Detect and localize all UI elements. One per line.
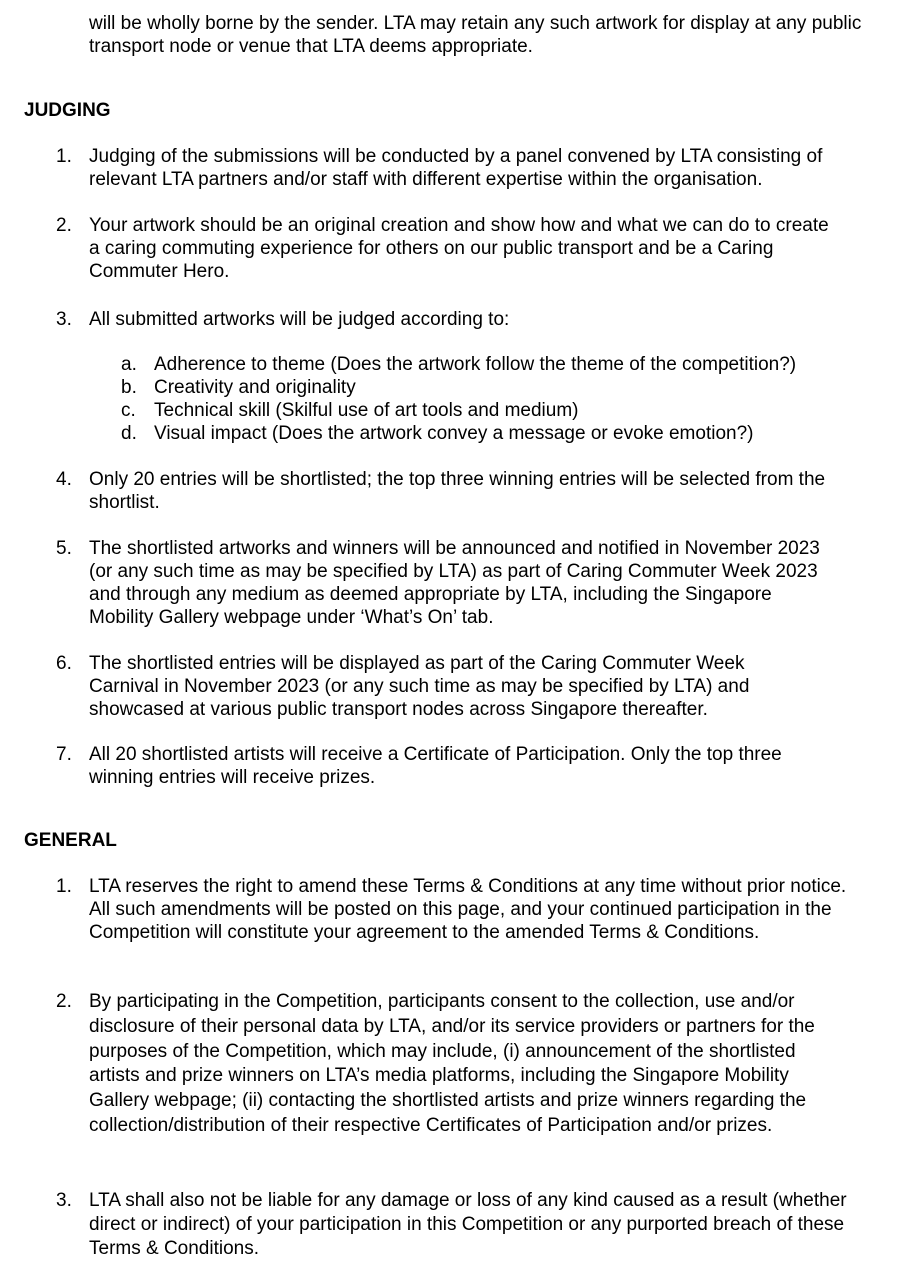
list-text: Visual impact (Does the artwork convey a message or evoke emotion?): [154, 423, 754, 444]
general-heading: GENERAL: [24, 830, 117, 851]
list-text: All submitted artworks will be judged according to:: [89, 309, 510, 330]
intro-paragraph: will be wholly borne by the sender. LTA may retain any such artwork for display at any public transport node or venue that LTA deems appropriate.: [89, 13, 862, 57]
list-text: Only 20 entries will be shortlisted; the top three winning entries will be selected from the shortlist.: [89, 469, 826, 513]
list-number: 7.: [56, 744, 72, 765]
list-text: LTA reserves the right to amend these Terms & Conditions at any time without prior notice. All such amendments will be posted on this page, and your continued participation in the Competition will constitute your agreement to the amended Terms & Conditions.: [89, 876, 847, 943]
list-number: 1.: [56, 876, 72, 897]
list-text: Technical skill (Skilful use of art tools and medium): [154, 400, 579, 421]
list-text: Adherence to theme (Does the artwork follow the theme of the competition?): [154, 354, 797, 375]
list-number: 2.: [56, 991, 72, 1012]
list-letter: c.: [121, 400, 136, 421]
list-number: 6.: [56, 653, 72, 674]
judging-heading: JUDGING: [24, 100, 111, 121]
list-text: All 20 shortlisted artists will receive a Certificate of Participation. Only the top three winning entries will receive prizes.: [89, 744, 782, 788]
list-number: 3.: [56, 309, 72, 330]
list-number: 5.: [56, 538, 72, 559]
list-number: 2.: [56, 215, 72, 236]
list-text: Creativity and originality: [154, 377, 356, 398]
list-text: The shortlisted entries will be displayed as part of the Caring Commuter Week Carnival in November 2023 (or any such time as may be specified by LTA) and showcased at various public transport nodes across Singapore thereafter.: [89, 653, 750, 720]
list-text: Your artwork should be an original creation and show how and what we can do to create a caring commuting experience for others on our public transport and be a Caring Commuter Hero.: [89, 215, 829, 282]
list-letter: a.: [121, 354, 137, 375]
list-text: The shortlisted artworks and winners will be announced and notified in November 2023 (or any such time as may be specified by LTA) as part of Caring Commuter Week 2023 and through any medium as deemed appropriate by LTA, including the Singapore Mobility Gallery webpage under ‘What’s On’ tab.: [89, 538, 820, 628]
list-text: Judging of the submissions will be conducted by a panel convened by LTA consisting of relevant LTA partners and/or staff with different expertise within the organisation.: [89, 146, 823, 190]
list-number: 3.: [56, 1190, 72, 1211]
list-letter: b.: [121, 377, 137, 398]
list-text: By participating in the Competition, participants consent to the collection, use and/or disclosure of their personal data by LTA, and/or its service providers or partners for the purposes of the Competition, which may include, (i) announcement of the shortlisted artists and prize winners on LTA’s media platforms, including the Singapore Mobility Gallery webpage; (ii) contacting the shortlisted artists and prize winners regarding the collection/distribution of their respective Certificates of Participation and/or prizes.: [89, 991, 815, 1136]
list-letter: d.: [121, 423, 137, 444]
list-number: 4.: [56, 469, 72, 490]
list-number: 1.: [56, 146, 72, 167]
list-text: LTA shall also not be liable for any damage or loss of any kind caused as a result (whether direct or indirect) of your participation in this Competition or any purported breach of these Terms & Conditions.: [89, 1190, 847, 1259]
